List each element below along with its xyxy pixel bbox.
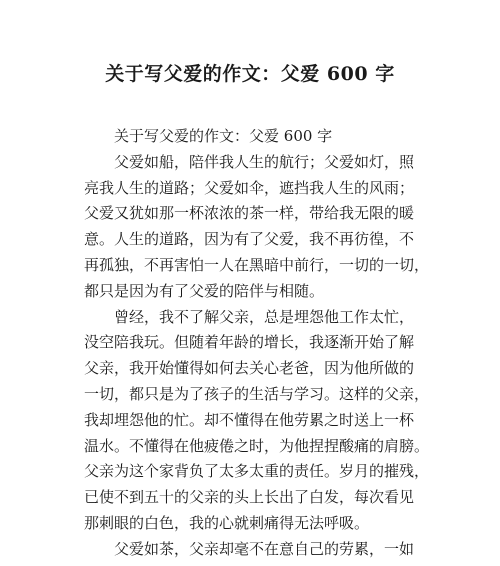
paragraph-tea bbox=[84, 537, 424, 563]
text-line: 父亲为这个家背负了太多太重的责任。岁月的摧残， bbox=[84, 462, 430, 481]
text-line: 亮我人生的道路；父爱如伞，遮挡我人生的风雨； bbox=[84, 178, 415, 197]
paragraph-memory bbox=[84, 305, 430, 537]
text-line: 父爱又犹如那一杯浓浓的茶一样，带给我无限的暖 bbox=[84, 204, 415, 223]
text-line: 关于写父爱的作文：父爱 600 字 bbox=[114, 127, 333, 145]
document-title: 关于写父爱的作文：父爱 600 字 bbox=[105, 63, 395, 85]
text-line: 父爱如船，陪伴我人生的航行；父爱如灯，照 bbox=[114, 152, 415, 171]
text-line: 都只是因为有了父爱的陪伴与相随。 bbox=[84, 281, 325, 300]
text-line: 再孤独，不再害怕一人在黑暗中前行，一切的一切， bbox=[84, 255, 430, 274]
text-line: 没空陪我玩。但随着年龄的增长，我逐渐开始了解 bbox=[84, 333, 415, 352]
text-line: 一切，都只是为了孩子的生活与学习。这样的父亲， bbox=[84, 384, 430, 403]
text-line: 意。人生的道路，因为有了父爱，我不再彷徨，不 bbox=[84, 230, 415, 249]
text-line: 温水。不懂得在他疲倦之时，为他捏捏酸痛的肩膀。 bbox=[84, 436, 430, 455]
text-line: 我却埋怨他的忙。却不懂得在他劳累之时送上一杯 bbox=[84, 410, 415, 429]
text-line: 曾经，我不了解父亲，总是埋怨他工作太忙， bbox=[114, 307, 415, 326]
text-line: 父亲，我开始懂得如何去关心老爸，因为他所做的 bbox=[84, 359, 415, 378]
text-line: 已使不到五十的父亲的头上长出了白发，每次看见 bbox=[84, 488, 415, 507]
document-body bbox=[84, 124, 430, 563]
paragraph-intro bbox=[84, 150, 430, 305]
text-line: 父爱如茶，父亲却毫不在意自己的劳累，一如 bbox=[114, 539, 415, 558]
text-line: 那刺眼的白色，我的心就刺痛得无法呼吸。 bbox=[84, 513, 370, 532]
paragraph-subtitle bbox=[84, 124, 424, 150]
